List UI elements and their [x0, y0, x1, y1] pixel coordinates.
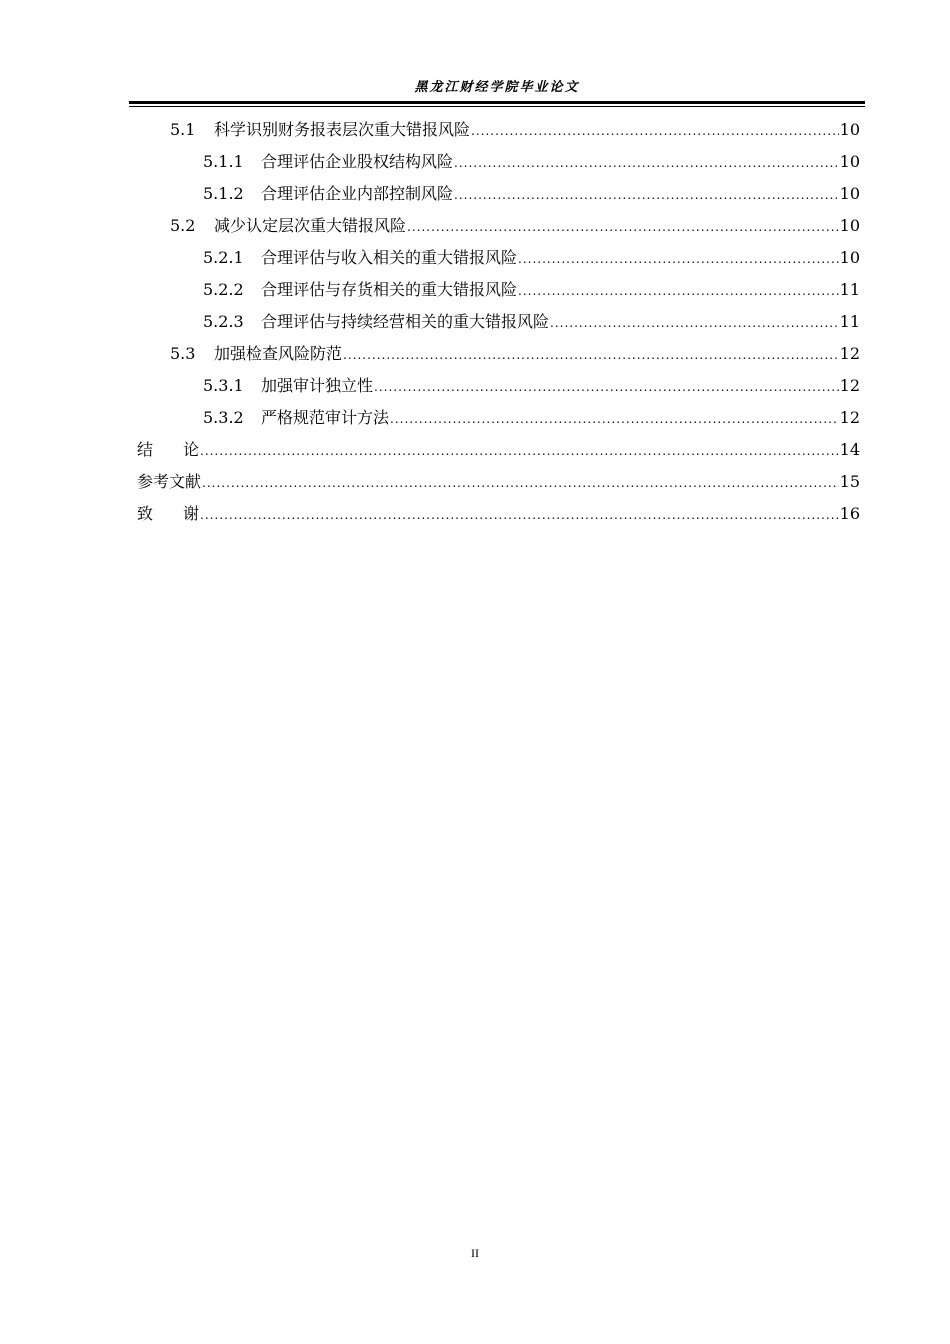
toc-entry-number: 5.2.1	[203, 248, 244, 267]
toc-entry-number: 5.3	[170, 344, 196, 363]
page-number: II	[471, 1246, 479, 1260]
table-of-contents	[137, 114, 860, 530]
toc-entry-title: 加强审计独立性	[261, 376, 374, 395]
toc-entry-title: 科学识别财务报表层次重大错报风险	[214, 120, 471, 139]
toc-entry-5-2-2[interactable]	[137, 274, 860, 306]
toc-entry-5-2-3[interactable]	[137, 306, 860, 338]
toc-entry-5-3-2[interactable]	[137, 402, 860, 434]
toc-entry-5-2-1[interactable]	[137, 242, 860, 274]
toc-leader-dots	[390, 403, 839, 435]
toc-entry-5-2[interactable]	[137, 210, 860, 242]
toc-entry-title: 合理评估与收入相关的重大错报风险	[261, 248, 518, 267]
toc-entry-title: 合理评估与持续经营相关的重大错报风险	[261, 312, 550, 331]
toc-entry-title: 致谢	[137, 504, 230, 523]
toc-entry-page: 11	[839, 312, 860, 331]
header-rule-thin	[129, 106, 865, 107]
toc-leader-dots	[200, 499, 839, 531]
toc-leader-dots	[471, 115, 839, 147]
toc-leader-dots	[454, 179, 839, 211]
toc-leader-dots	[550, 307, 839, 339]
toc-entry-page: 10	[839, 248, 860, 267]
toc-entry-page: 15	[839, 472, 860, 491]
toc-entry-5-3-1[interactable]	[137, 370, 860, 402]
toc-entry-number: 5.1.1	[203, 152, 244, 171]
toc-entry-number: 5.2.3	[203, 312, 244, 331]
toc-leader-dots	[202, 467, 839, 499]
toc-entry-5-3[interactable]	[137, 338, 860, 370]
toc-leader-dots	[454, 147, 839, 179]
page-header	[129, 78, 865, 108]
toc-entry-number: 5.2	[170, 216, 196, 235]
toc-leader-dots	[200, 435, 839, 467]
toc-entry-page: 10	[839, 216, 860, 235]
toc-entry-page: 12	[839, 408, 860, 427]
toc-entry-page: 12	[839, 344, 860, 363]
header-title: 黑龙江财经学院毕业论文	[414, 80, 580, 95]
toc-entry-5-1-1[interactable]	[137, 146, 860, 178]
toc-leader-dots	[343, 339, 839, 371]
toc-entry-5-1-2[interactable]	[137, 178, 860, 210]
toc-entry-5-1[interactable]	[137, 114, 860, 146]
toc-entry-page: 12	[839, 376, 860, 395]
toc-entry-title: 加强检查风险防范	[214, 344, 343, 363]
toc-entry-title: 减少认定层次重大错报风险	[214, 216, 407, 235]
toc-entry-references[interactable]	[137, 466, 860, 498]
toc-entry-page: 10	[839, 120, 860, 139]
toc-entry-number: 5.3.2	[203, 408, 244, 427]
toc-entry-number: 5.1	[170, 120, 196, 139]
toc-entry-number: 5.1.2	[203, 184, 244, 203]
toc-entry-number: 5.2.2	[203, 280, 244, 299]
toc-entry-page: 10	[839, 184, 860, 203]
toc-entry-title: 合理评估与存货相关的重大错报风险	[261, 280, 518, 299]
toc-leader-dots	[518, 243, 839, 275]
toc-entry-page: 16	[839, 504, 860, 523]
toc-entry-title: 合理评估企业内部控制风险	[261, 184, 454, 203]
toc-entry-title: 严格规范审计方法	[261, 408, 390, 427]
toc-entry-title: 结论	[137, 440, 230, 459]
toc-entry-page: 11	[839, 280, 860, 299]
toc-leader-dots	[374, 371, 839, 403]
toc-entry-title: 参考文献	[137, 472, 202, 491]
toc-leader-dots	[407, 211, 839, 243]
header-rule-thick	[129, 101, 865, 104]
toc-entry-conclusion[interactable]	[137, 434, 860, 466]
toc-entry-page: 14	[839, 440, 860, 459]
toc-leader-dots	[518, 275, 839, 307]
toc-entry-page: 10	[839, 152, 860, 171]
toc-entry-acknowledgements[interactable]	[137, 498, 860, 530]
toc-entry-title: 合理评估企业股权结构风险	[261, 152, 454, 171]
toc-entry-number: 5.3.1	[203, 376, 244, 395]
